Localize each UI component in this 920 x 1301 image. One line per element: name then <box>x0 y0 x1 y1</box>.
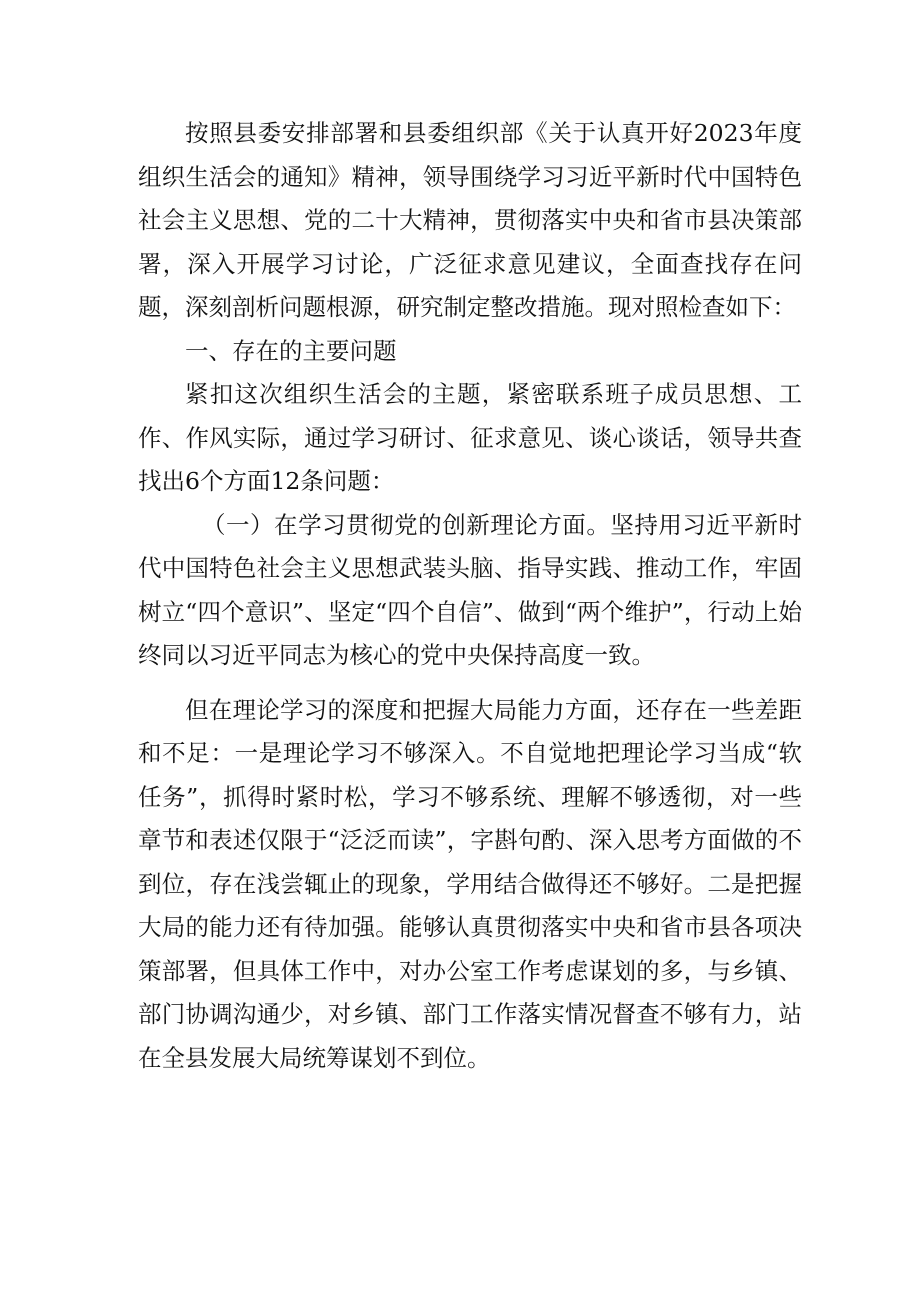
section-heading: 一、存在的主要问题 <box>185 336 397 365</box>
shortcomings-paragraph: 但在理论学习的深度和把握大局能力方面，还存在一些差距和不足：一是理论学习不够深入。不自觉地把理论学习当成“软任务”，抓得时紧时松，学习不够系统、理解不够透彻，对一些章节和表述仅限于“泛泛而读”，字斟句酌、深入思考方面做的不到位，存在浅尝辄止的现象，学用结合做得还不够好。二是把握大局的能力还有待加强。能够认真贯彻落实中央和省市县各项决策部署，但具体工作中，对办公室工作考虑谋划的多，与乡镇、部门协调沟通少，对乡镇、部门工作落实情况督查不够有力，站在全县发展大局统筹谋划不到位。 <box>138 695 802 1072</box>
theory-paragraph: （一）在学习贯彻党的创新理论方面。坚持用习近平新时代中国特色社会主义思想武装头脑、指导实践、推动工作，牢固树立“四个意识”、坚定“四个自信”、做到“两个维护”，行动上始终同以习近平同志为核心的党中央保持高度一致。 <box>138 510 802 669</box>
summary-paragraph: 紧扣这次组织生活会的主题，紧密联系班子成员思想、工作、作风实际，通过学习研讨、征求意见、谈心谈话，领导共查找出6个方面12条问题： <box>138 380 802 495</box>
intro-paragraph: 按照县委安排部署和县委组织部《关于认真开好2023年度组织生活会的通知》精神，领导围绕学习习近平新时代中国特色社会主义思想、党的二十大精神，贯彻落实中央和省市县决策部署，深入开展学习讨论，广泛征求意见建议，全面查找存在问题，深刻剖析问题根源，研究制定整改措施。现对照检查如下： <box>138 119 802 321</box>
document-page <box>138 112 802 1080</box>
